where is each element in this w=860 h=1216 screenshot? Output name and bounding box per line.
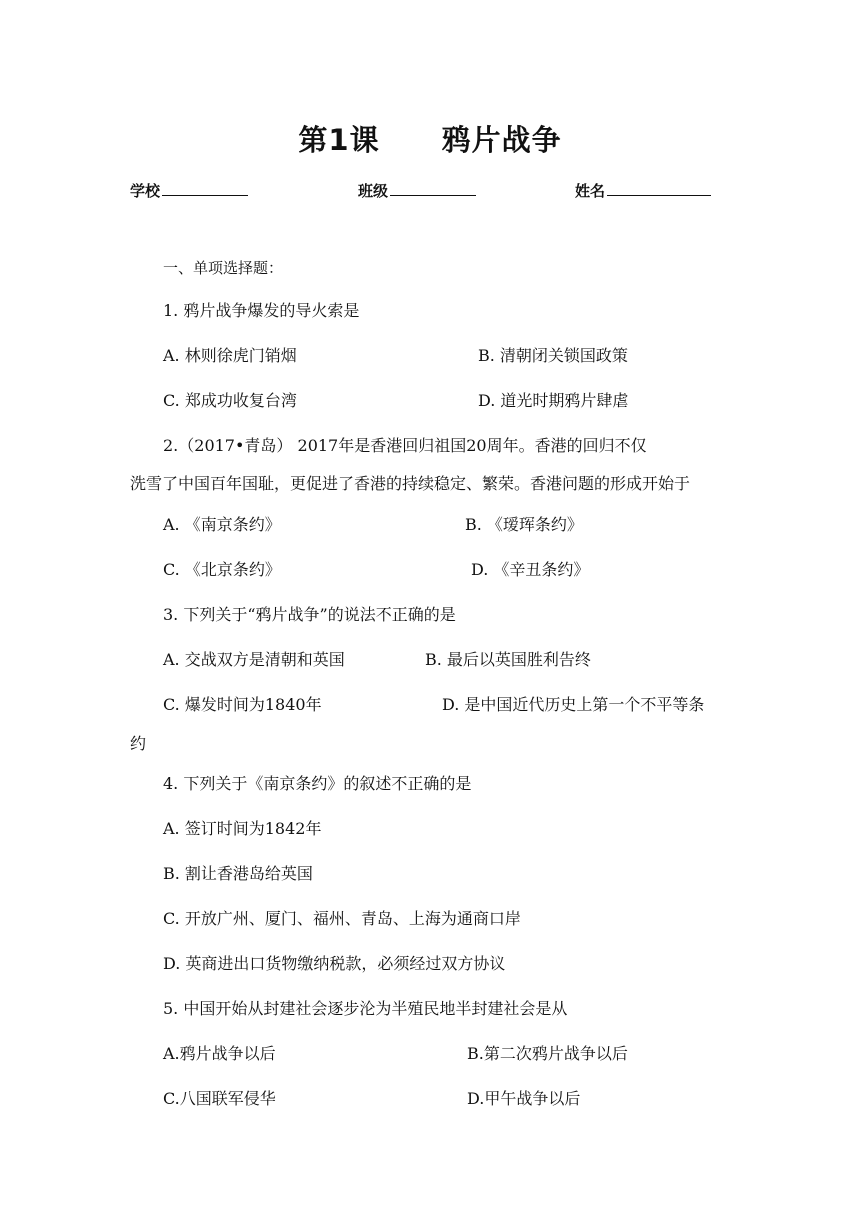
option-d[interactable]: D. 是中国近代历史上第一个不平等条 <box>442 695 705 714</box>
class-field[interactable] <box>358 180 476 201</box>
name-field[interactable] <box>575 180 711 201</box>
name-blank[interactable] <box>607 181 711 196</box>
option-c[interactable]: C. 开放广州、厦门、福州、青岛、上海为通商口岸 <box>163 909 521 928</box>
option-b[interactable]: B. 清朝闭关锁国政策 <box>478 346 628 365</box>
name-label: 姓名 <box>575 182 606 200</box>
lesson-number: 第1课 <box>298 123 380 157</box>
option-d[interactable]: D. 道光时期鸦片肆虐 <box>478 391 629 410</box>
option-d[interactable]: D.甲午战争以后 <box>467 1089 581 1108</box>
option-d-wrap: 约 <box>130 734 147 753</box>
option-b[interactable]: B. 最后以英国胜利告终 <box>425 650 591 669</box>
option-c[interactable]: C. 《北京条约》 <box>163 560 281 579</box>
question-stem: 3. 下列关于“鸦片战争”的说法不正确的是 <box>163 605 456 624</box>
option-c[interactable]: C.八国联军侵华 <box>163 1089 276 1108</box>
option-b[interactable]: B. 《瑷珲条约》 <box>465 515 583 534</box>
option-c[interactable]: C. 爆发时间为1840年 <box>163 695 322 714</box>
school-label: 学校 <box>130 182 161 200</box>
class-label: 班级 <box>358 182 389 200</box>
question-stem: 5. 中国开始从封建社会逐步沦为半殖民地半封建社会是从 <box>163 999 568 1018</box>
option-a[interactable]: A. 林则徐虎门销烟 <box>163 346 297 365</box>
option-a[interactable]: A. 签订时间为1842年 <box>163 819 322 838</box>
question-stem: 4. 下列关于《南京条约》的叙述不正确的是 <box>163 774 472 793</box>
option-b[interactable]: B.第二次鸦片战争以后 <box>467 1044 628 1063</box>
page-title <box>0 118 860 159</box>
option-a[interactable]: A. 《南京条约》 <box>163 515 281 534</box>
section-heading: 一、单项选择题： <box>163 259 284 277</box>
option-b[interactable]: B. 割让香港岛给英国 <box>163 864 313 883</box>
option-d[interactable]: D. 英商进出口货物缴纳税款，必须经过双方协议 <box>163 954 506 973</box>
option-a[interactable]: A. 交战双方是清朝和英国 <box>163 650 345 669</box>
class-blank[interactable] <box>390 181 476 196</box>
school-field[interactable] <box>130 180 248 201</box>
option-d[interactable]: D. 《辛丑条约》 <box>471 560 590 579</box>
question-stem: 1. 鸦片战争爆发的导火索是 <box>163 301 360 320</box>
option-a[interactable]: A.鸦片战争以后 <box>163 1044 276 1063</box>
school-blank[interactable] <box>162 181 248 196</box>
question-stem: 2.（2017•青岛） 2017年是香港回归祖国20周年。香港的回归不仅 <box>163 436 647 455</box>
option-c[interactable]: C. 郑成功收复台湾 <box>163 391 297 410</box>
question-stem-continued: 洗雪了中国百年国耻，更促进了香港的持续稳定、繁荣。香港问题的形成开始于 <box>130 474 691 493</box>
lesson-name: 鸦片战争 <box>441 123 562 157</box>
